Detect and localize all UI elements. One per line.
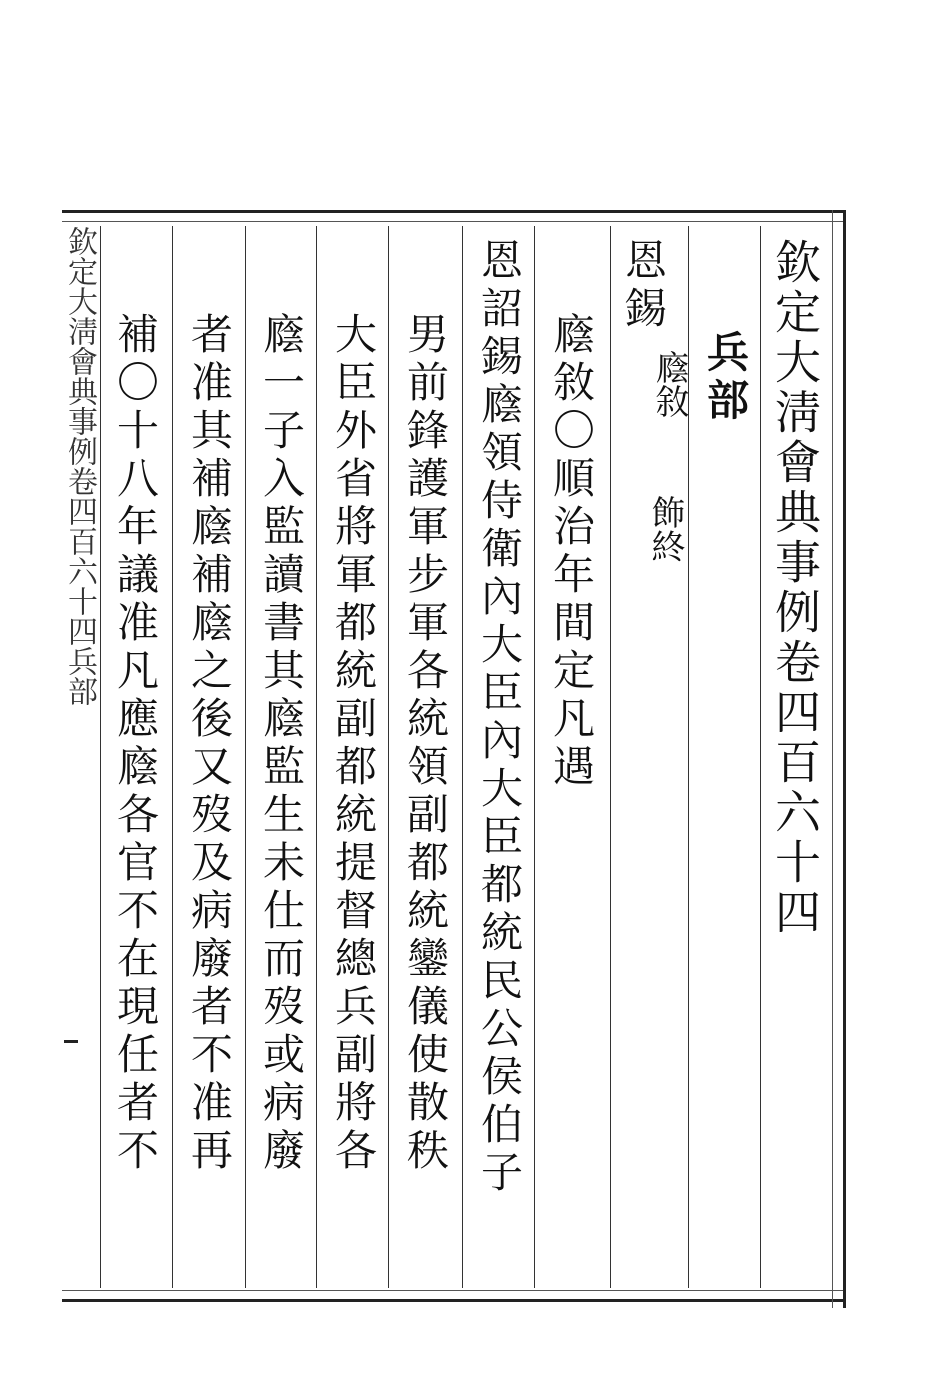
column-rule (316, 226, 317, 1288)
column-rule (172, 226, 173, 1288)
frame-top-border (62, 210, 844, 222)
text-column: 補〇十八年議准凡應廕各官不在現任者不 (111, 312, 160, 1176)
text-column: 恩詔錫廕領侍衛內大臣內大臣都統民公侯伯子 (475, 238, 524, 1198)
text-column: 者准其補廕補廕之後又歿及病廢者不准再 (185, 312, 234, 1176)
column-rule (534, 226, 535, 1288)
column-rule (760, 226, 761, 1288)
column-rule (388, 226, 389, 1288)
subsection-item: 廕敘 (649, 350, 689, 418)
frame-right-border (832, 210, 846, 1308)
text-column: 廕敘〇順治年間定凡遇 (547, 312, 596, 792)
text-column: 廕一子入監讀書其廕監生未仕而歿或病廢 (257, 312, 306, 1176)
subsection-item: 飾終 (645, 495, 685, 563)
page-mark (64, 1040, 78, 1043)
column-rule (610, 226, 611, 1288)
column-rule (245, 226, 246, 1288)
subsection-heading: 恩錫 (619, 238, 668, 334)
text-column: 男前鋒護軍步軍各統領副都統鑾儀使散秩 (401, 312, 450, 1176)
text-column: 大臣外省將軍都統副都統提督總兵副將各 (329, 312, 378, 1176)
spine-text: 欽定大淸會典事例卷四百六十四兵部 (62, 226, 97, 706)
column-rule (462, 226, 463, 1288)
column-rule (100, 226, 101, 1288)
frame-bottom-border (62, 1290, 844, 1302)
volume-title: 欽定大淸會典事例卷四百六十四 (768, 238, 822, 938)
section-heading: 兵部 (701, 330, 750, 426)
